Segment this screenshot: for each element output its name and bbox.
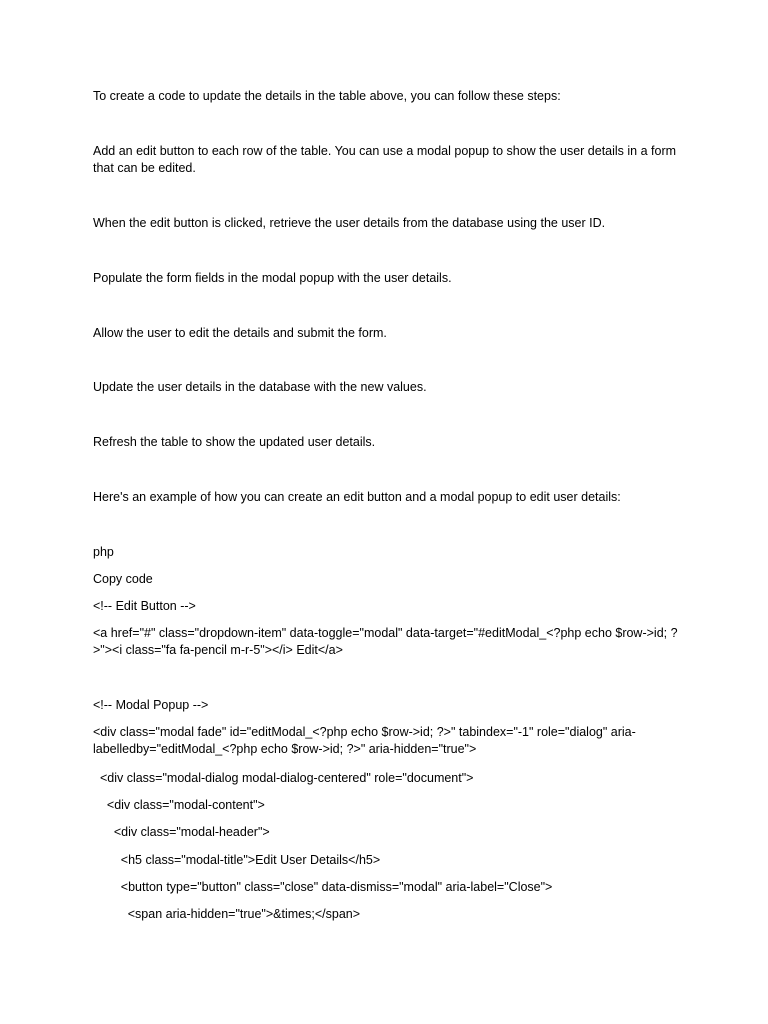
copy-code-label: Copy code: [93, 572, 153, 586]
step-4-paragraph: Allow the user to edit the details and submit the form.: [93, 326, 387, 340]
code-line: <div class="modal-content">: [93, 798, 265, 812]
code-language-label: php: [93, 545, 114, 559]
code-line: <div class="modal fade" id="editModal_<?php echo $row->id; ?>" tabindex="-1" role="dialog" aria-labelledby="editModal_<?php echo $row->id; ?>" aria-hidden="true">: [93, 725, 636, 756]
step-5-paragraph: Update the user details in the database with the new values.: [93, 380, 427, 394]
step-3-paragraph: Populate the form fields in the modal popup with the user details.: [93, 271, 452, 285]
step-2-paragraph: When the edit button is clicked, retrieve the user details from the database using the user ID.: [93, 216, 606, 230]
code-line: <span aria-hidden="true">&times;</span>: [93, 907, 361, 921]
step-6-paragraph: Refresh the table to show the updated user details.: [93, 435, 376, 449]
code-line: <!-- Modal Popup -->: [93, 698, 209, 712]
code-line: <a href="#" class="dropdown-item" data-toggle="modal" data-target="#editModal_<?php echo $row->id; ?>"><i class="fa fa-pencil m-r-5"></i> Edit</a>: [93, 626, 678, 657]
intro-paragraph: To create a code to update the details in the table above, you can follow these steps:: [93, 89, 561, 103]
code-line: <div class="modal-header">: [93, 825, 270, 839]
code-line: <h5 class="modal-title">Edit User Details</h5>: [93, 853, 381, 867]
code-line: <button type="button" class="close" data-dismiss="modal" aria-label="Close">: [93, 880, 553, 894]
code-line: <!-- Edit Button -->: [93, 599, 196, 613]
code-line: <div class="modal-dialog modal-dialog-centered" role="document">: [93, 771, 474, 785]
example-intro-paragraph: Here's an example of how you can create an edit button and a modal popup to edit user details:: [93, 490, 621, 504]
step-1-paragraph: Add an edit button to each row of the table. You can use a modal popup to show the user details in a form that can be edited.: [93, 144, 680, 175]
